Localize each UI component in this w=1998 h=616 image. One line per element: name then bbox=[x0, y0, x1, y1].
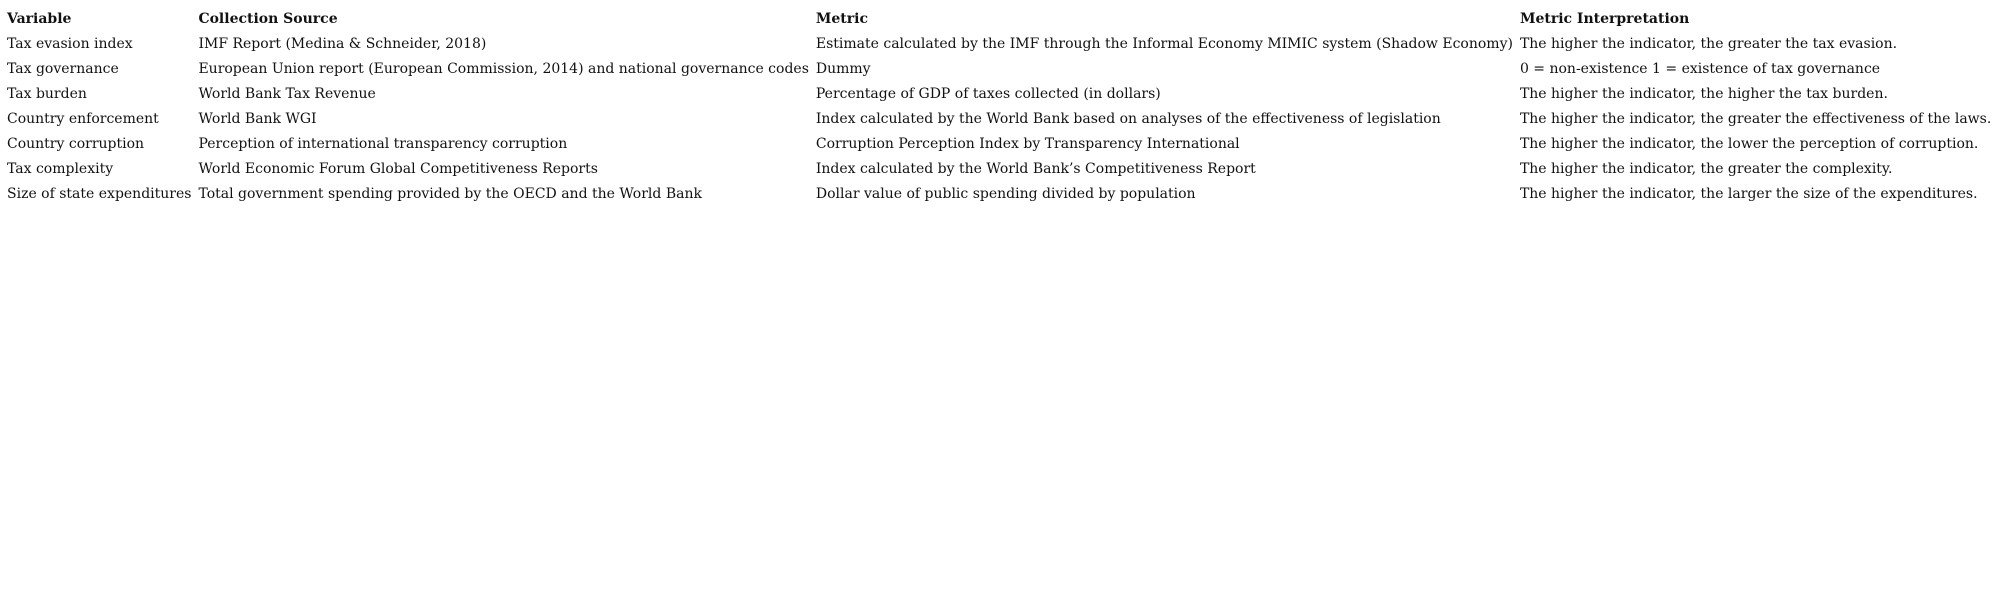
header-metric: Metric bbox=[815, 11, 868, 27]
cell-metric: Dummy bbox=[815, 61, 871, 77]
table-row bbox=[7, 57, 1998, 82]
cell-metric-interpretation: The higher the indicator, the greater the complexity. bbox=[1519, 161, 1893, 177]
table-row bbox=[7, 182, 1998, 207]
cell-metric-interpretation: The higher the indicator, the greater the tax evasion. bbox=[1519, 36, 1898, 52]
cell-collection-source: European Union report (European Commission, 2014) and national governance codes bbox=[198, 61, 809, 77]
cell-variable: Tax governance bbox=[7, 61, 119, 77]
table-body bbox=[7, 32, 1998, 207]
cell-metric: Index calculated by the World Bank’s Competitiveness Report bbox=[815, 161, 1256, 177]
cell-variable: Tax complexity bbox=[7, 161, 114, 177]
cell-metric-interpretation: The higher the indicator, the higher the tax burden. bbox=[1519, 86, 1888, 102]
header-collection-source: Collection Source bbox=[198, 11, 338, 27]
table-row bbox=[7, 107, 1998, 132]
cell-variable: Country corruption bbox=[7, 136, 145, 152]
header-variable: Variable bbox=[7, 11, 72, 27]
table-row bbox=[7, 32, 1998, 57]
cell-metric-interpretation: The higher the indicator, the larger the size of the expenditures. bbox=[1519, 186, 1978, 202]
cell-metric-interpretation: The higher the indicator, the greater the effectiveness of the laws. bbox=[1519, 111, 1992, 127]
variables-table-container bbox=[7, 7, 1998, 207]
cell-variable: Country enforcement bbox=[7, 111, 159, 127]
cell-variable: Size of state expenditures bbox=[7, 186, 192, 202]
table-row bbox=[7, 82, 1998, 107]
cell-metric: Index calculated by the World Bank based on analyses of the effectiveness of legislation bbox=[815, 111, 1441, 127]
cell-collection-source: World Economic Forum Global Competitiveness Reports bbox=[198, 161, 598, 177]
table-row bbox=[7, 132, 1998, 157]
cell-metric-interpretation: The higher the indicator, the lower the perception of corruption. bbox=[1519, 136, 1979, 152]
header-metric-interpretation: Metric Interpretation bbox=[1519, 11, 1690, 27]
cell-collection-source: World Bank Tax Revenue bbox=[198, 86, 376, 102]
variables-table bbox=[7, 7, 1998, 207]
cell-metric: Corruption Perception Index by Transparency International bbox=[815, 136, 1240, 152]
cell-collection-source: World Bank WGI bbox=[198, 111, 317, 127]
cell-metric: Dollar value of public spending divided by population bbox=[815, 186, 1196, 202]
cell-metric: Estimate calculated by the IMF through the Informal Economy MIMIC system (Shadow Economy) bbox=[815, 36, 1513, 52]
cell-variable: Tax evasion index bbox=[7, 36, 133, 52]
cell-collection-source: IMF Report (Medina & Schneider, 2018) bbox=[198, 36, 487, 52]
cell-collection-source: Perception of international transparency corruption bbox=[198, 136, 568, 152]
cell-variable: Tax burden bbox=[7, 86, 87, 102]
table-row bbox=[7, 157, 1998, 182]
header-row bbox=[7, 7, 1998, 32]
table-header bbox=[7, 7, 1998, 32]
cell-metric: Percentage of GDP of taxes collected (in dollars) bbox=[815, 86, 1161, 102]
cell-metric-interpretation: 0 = non-existence 1 = existence of tax governance bbox=[1519, 61, 1881, 77]
cell-collection-source: Total government spending provided by the OECD and the World Bank bbox=[198, 186, 702, 202]
